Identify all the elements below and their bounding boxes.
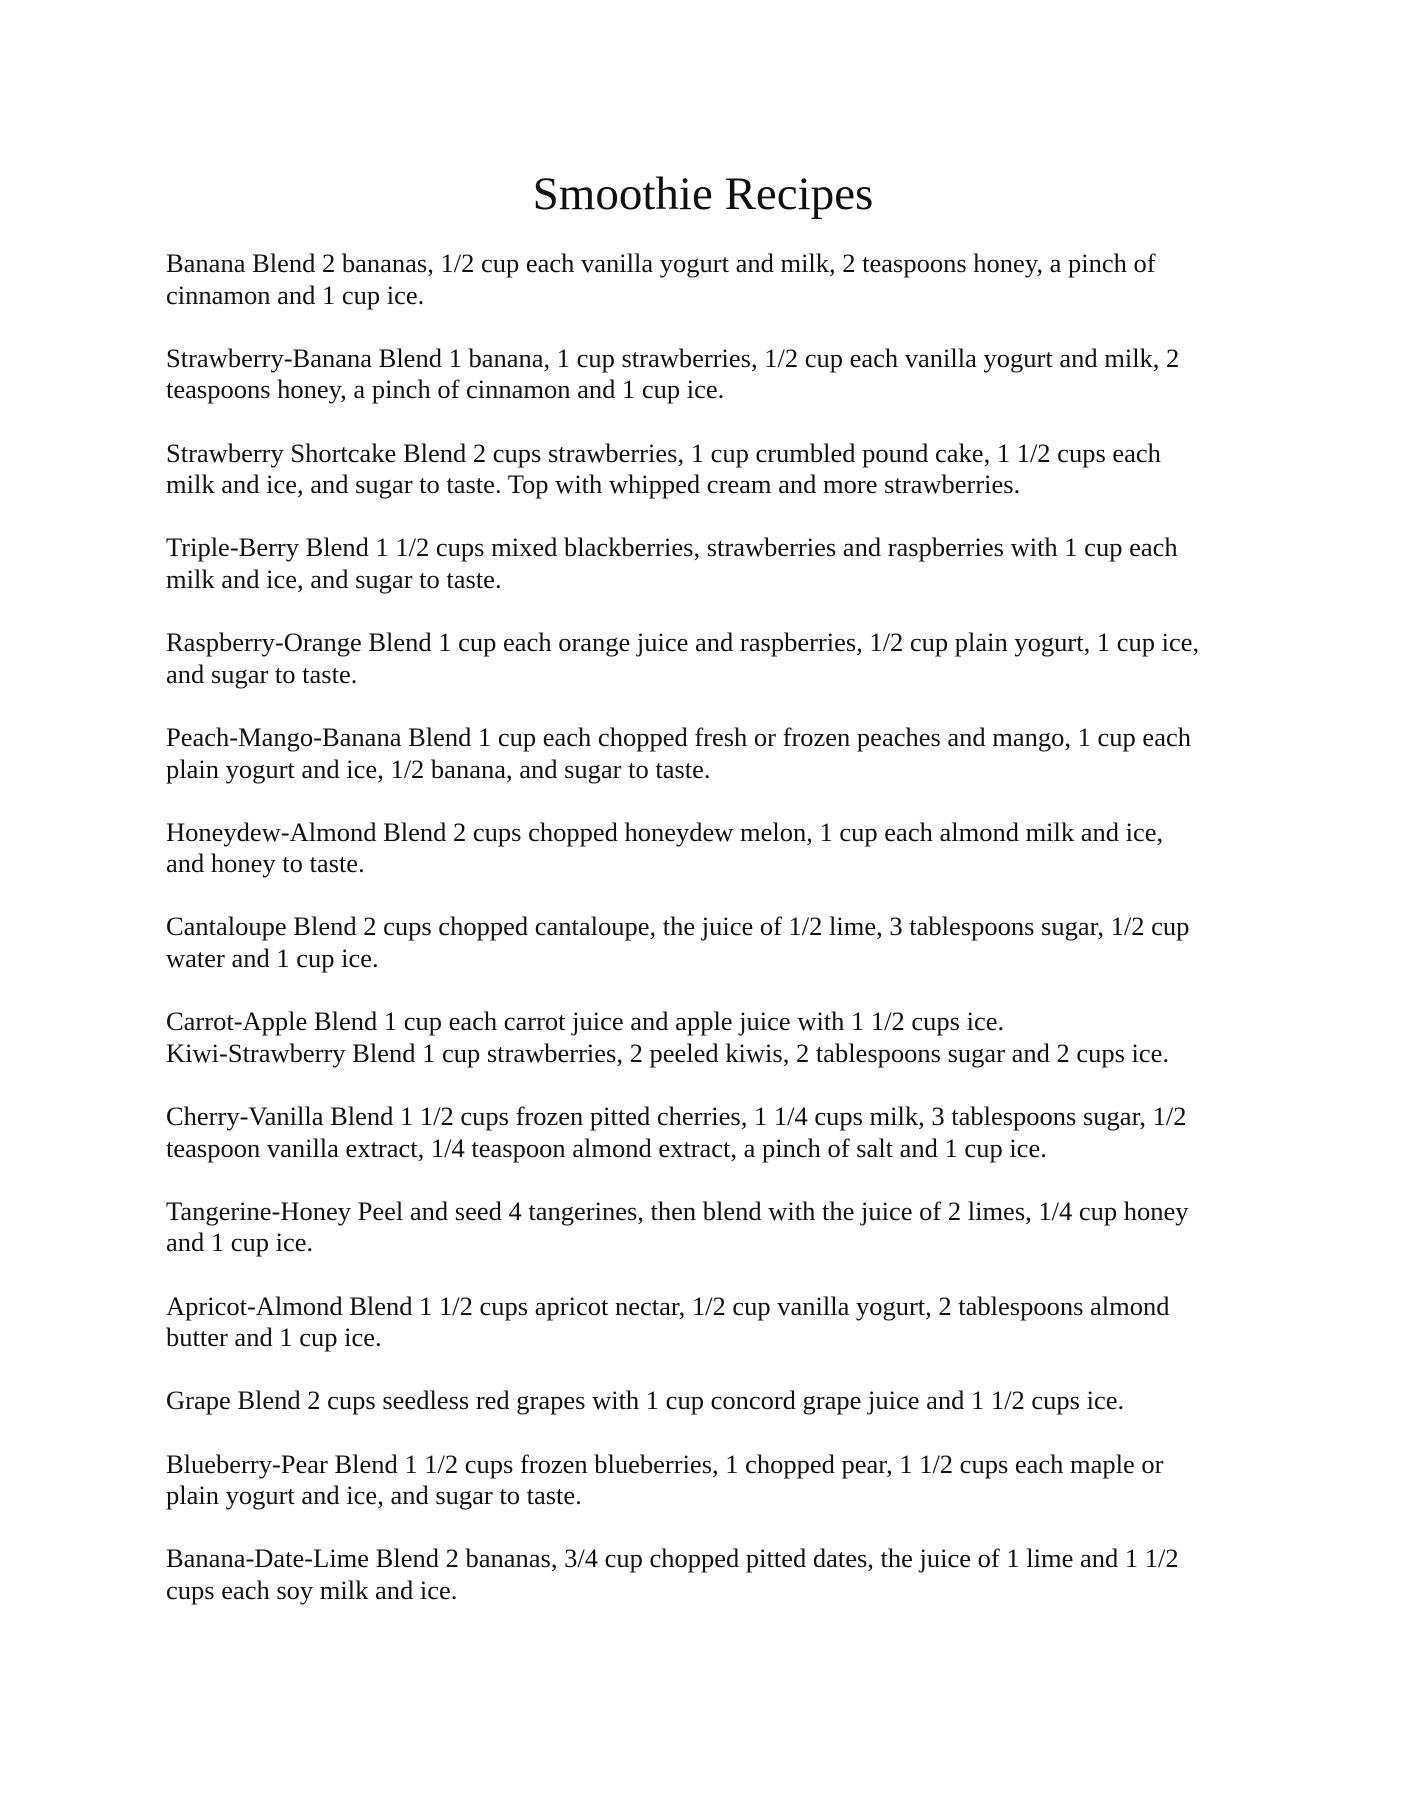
recipe-apricot-almond	[166, 1291, 1266, 1354]
recipe-line: Strawberry-Banana Blend 1 banana, 1 cup strawberries, 1/2 cup each vanilla yogurt and milk, 2	[166, 342, 1180, 373]
recipe-triple-berry	[166, 532, 1266, 595]
recipe-strawberry-banana	[166, 343, 1266, 406]
recipe-line: Kiwi-Strawberry Blend 1 cup strawberries, 2 peeled kiwis, 2 tablespoons sugar and 2 cups ice.	[166, 1037, 1170, 1068]
recipe-carrot-apple-kiwi-strawberry	[166, 1006, 1266, 1069]
recipe-line: plain yogurt and ice, 1/2 banana, and sugar to taste.	[166, 753, 711, 784]
recipe-blueberry-pear	[166, 1449, 1266, 1512]
recipe-line: plain yogurt and ice, and sugar to taste.	[166, 1480, 582, 1511]
recipe-banana	[166, 248, 1266, 311]
recipe-line: butter and 1 cup ice.	[166, 1322, 382, 1353]
recipe-honeydew-almond	[166, 817, 1266, 880]
recipe-line: Tangerine-Honey Peel and seed 4 tangerines, then blend with the juice of 2 limes, 1/4 cup honey	[166, 1195, 1189, 1226]
recipe-tangerine-honey	[166, 1196, 1266, 1259]
recipe-line: Peach-Mango-Banana Blend 1 cup each chopped fresh or frozen peaches and mango, 1 cup each	[166, 721, 1191, 752]
recipe-line: and sugar to taste.	[166, 658, 358, 689]
recipe-line: Carrot-Apple Blend 1 cup each carrot juice and apple juice with 1 1/2 cups ice.	[166, 1006, 1005, 1037]
recipe-line: Cherry-Vanilla Blend 1 1/2 cups frozen pitted cherries, 1 1/4 cups milk, 3 tablespoons sugar, 1/2	[166, 1101, 1187, 1132]
recipe-grape	[166, 1385, 1266, 1417]
recipe-line: cinnamon and 1 cup ice.	[166, 279, 425, 310]
recipe-line: Honeydew-Almond Blend 2 cups chopped honeydew melon, 1 cup each almond milk and ice,	[166, 816, 1164, 847]
recipe-line: Cantaloupe Blend 2 cups chopped cantaloupe, the juice of 1/2 lime, 3 tablespoons sugar, 1/2 cup	[166, 911, 1190, 942]
recipe-line: and 1 cup ice.	[166, 1227, 314, 1258]
recipe-raspberry-orange	[166, 627, 1266, 690]
recipe-line: cups each soy milk and ice.	[166, 1574, 458, 1605]
recipe-line: milk and ice, and sugar to taste. Top with whipped cream and more strawberries.	[166, 469, 1021, 500]
recipe-cantaloupe	[166, 911, 1266, 974]
recipe-peach-mango-banana	[166, 722, 1266, 785]
recipe-line: Grape Blend 2 cups seedless red grapes with 1 cup concord grape juice and 1 1/2 cups ice.	[166, 1385, 1125, 1416]
recipe-line: milk and ice, and sugar to taste.	[166, 563, 502, 594]
recipe-line: Banana-Date-Lime Blend 2 bananas, 3/4 cup chopped pitted dates, the juice of 1 lime and 1 1/2	[166, 1543, 1179, 1574]
recipe-line: and honey to taste.	[166, 848, 365, 879]
recipe-line: Triple-Berry Blend 1 1/2 cups mixed blackberries, strawberries and raspberries with 1 cup each	[166, 532, 1178, 563]
page-title: Smoothie Recipes	[532, 168, 874, 220]
recipe-cherry-vanilla	[166, 1101, 1266, 1164]
recipe-line: water and 1 cup ice.	[166, 943, 379, 974]
recipe-line: Raspberry-Orange Blend 1 cup each orange juice and raspberries, 1/2 cup plain yogurt, 1 cup ice,	[166, 627, 1200, 658]
recipe-line: Strawberry Shortcake Blend 2 cups strawberries, 1 cup crumbled pound cake, 1 1/2 cups each	[166, 437, 1161, 468]
recipe-line: Banana Blend 2 bananas, 1/2 cup each vanilla yogurt and milk, 2 teaspoons honey, a pinch of	[166, 248, 1156, 278]
recipe-line: Blueberry-Pear Blend 1 1/2 cups frozen blueberries, 1 chopped pear, 1 1/2 cups each maple or	[166, 1448, 1164, 1479]
recipe-line: teaspoon vanilla extract, 1/4 teaspoon almond extract, a pinch of salt and 1 cup ice.	[166, 1132, 1047, 1163]
recipe-list	[166, 248, 1266, 1607]
recipe-strawberry-shortcake	[166, 438, 1266, 501]
recipe-line: teaspoons honey, a pinch of cinnamon and 1 cup ice.	[166, 374, 725, 405]
recipe-line: Apricot-Almond Blend 1 1/2 cups apricot nectar, 1/2 cup vanilla yogurt, 2 tablespoons almond	[166, 1290, 1170, 1321]
recipe-banana-date-lime	[166, 1543, 1266, 1606]
